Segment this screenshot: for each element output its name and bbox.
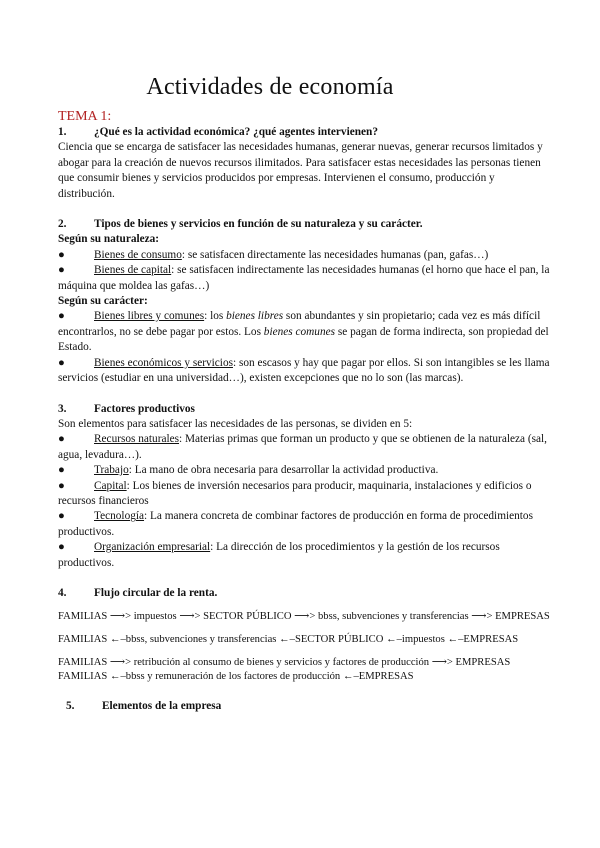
- section-title: Elementos de la empresa: [102, 700, 222, 713]
- term: Capital: [94, 479, 127, 492]
- section-1-heading: [58, 125, 550, 140]
- term: Bienes de consumo: [94, 248, 182, 261]
- flow-line: FAMILIAS ⟶> impuestos ⟶> SECTOR PÚBLICO ⟶> bbss, subvenciones y transferencias ⟶> EMPRESAS: [58, 611, 550, 623]
- list-item: [58, 463, 550, 478]
- section-number: 1.: [58, 126, 67, 138]
- section-1-body: Ciencia que se encarga de satisfacer las necesidades humanas, generar nuevas, generar recursos limitados y abogar para la creación de nuevos recursos ilimitados. Para satisfacer estas necesidades las personas tienen que consumir bienes y servicios producidos por empresas. Intervienen el consumo, producción y distribución.: [58, 141, 543, 200]
- list-item: [58, 248, 550, 263]
- bullet-icon: ●: [58, 248, 65, 261]
- section-number: 2.: [58, 218, 67, 231]
- bullet-icon: ●: [58, 510, 65, 523]
- definition: : La mano de obra necesaria para desarrollar la actividad productiva.: [128, 464, 439, 477]
- definition: : Los bienes de inversión necesarios para producir, maquinaria, instalaciones y edificios o recursos financieros: [58, 479, 532, 507]
- section-4-heading: [58, 586, 550, 601]
- subheading-naturaleza: Según su naturaleza:: [58, 233, 160, 246]
- bullet-icon: ●: [58, 264, 65, 277]
- term: Trabajo: [94, 464, 129, 477]
- bullet-icon: ●: [58, 310, 65, 323]
- emphasis: bienes libres: [226, 310, 284, 323]
- list-item: [58, 263, 550, 294]
- topic-label: TEMA 1:: [58, 109, 112, 124]
- definition: : los: [204, 310, 227, 323]
- section-number: 4.: [58, 586, 67, 599]
- section-2-heading: [58, 217, 550, 232]
- section-title: ¿Qué es la actividad económica? ¿qué agentes intervienen?: [94, 126, 378, 138]
- list-item: [58, 509, 550, 540]
- term: Bienes de capital: [94, 264, 172, 277]
- definition: : La manera concreta de combinar factores de producción en forma de procedimientos productivos.: [58, 510, 533, 538]
- list-item: [58, 356, 550, 387]
- document-title: Actividades de economía: [146, 74, 394, 100]
- document-body: [58, 108, 550, 715]
- flow-line: FAMILIAS ←–bbss, subvenciones y transferencias ←–SECTOR PÚBLICO ←–impuestos ←–EMPRESAS: [58, 634, 519, 646]
- section-3-heading: [58, 402, 550, 417]
- emphasis: bienes comunes: [263, 325, 336, 338]
- term: Recursos naturales: [94, 433, 180, 446]
- flow-line: FAMILIAS ⟶> retribución al consumo de bienes y servicios y factores de producción ⟶> EMPRESAS: [58, 657, 511, 669]
- term: Bienes libres y comunes: [94, 310, 205, 323]
- section-number: 5.: [66, 700, 75, 713]
- term: Organización empresarial: [94, 541, 211, 554]
- section-5-heading: [66, 699, 550, 714]
- subheading-caracter: Según su carácter:: [58, 295, 148, 308]
- bullet-icon: ●: [58, 356, 65, 369]
- bullet-icon: ●: [58, 433, 65, 446]
- term: Tecnología: [94, 510, 145, 523]
- bullet-icon: ●: [58, 464, 65, 477]
- list-item: [58, 540, 550, 571]
- section-title: Flujo circular de la renta.: [94, 586, 218, 599]
- section-number: 3.: [58, 402, 67, 415]
- flow-line: FAMILIAS ←–bbss y remuneración de los factores de producción ←–EMPRESAS: [58, 671, 414, 683]
- list-item: [58, 309, 550, 355]
- definition: : se satisfacen directamente las necesidades humanas (pan, gafas…): [181, 248, 489, 261]
- list-item: [58, 479, 550, 510]
- section-title: Factores productivos: [94, 402, 195, 415]
- definition: : Materias primas que forman un producto y que se obtienen de la naturaleza (sal, agua, levadura…).: [58, 433, 547, 461]
- term: Bienes económicos y servicios: [94, 356, 233, 369]
- definition: : La dirección de los procedimientos y la gestión de los recursos productivos.: [58, 541, 500, 569]
- bullet-icon: ●: [58, 541, 65, 554]
- list-item: [58, 432, 550, 463]
- section-3-intro: Son elementos para satisfacer las necesidades de las personas, se dividen en 5:: [58, 417, 413, 430]
- bullet-icon: ●: [58, 479, 65, 492]
- definition: : se satisfacen indirectamente las necesidades humanas (el horno que hace el pan, la máquina que moldea las gafas…): [58, 264, 550, 292]
- section-title: Tipos de bienes y servicios en función de su naturaleza y su carácter.: [94, 218, 423, 231]
- definition: son abundantes y sin propietario; cada vez es más difícil encontrarlos, no se debe pagar por estos. Los: [58, 310, 541, 338]
- definition: : son escasos y hay que pagar por ellos. Si son intangibles se les llama servicios (estudiar en una universidad…), existen excepciones que no lo son (las marcas).: [58, 356, 550, 385]
- definition: se pagan de forma indirecta, son propiedad del Estado.: [58, 325, 549, 354]
